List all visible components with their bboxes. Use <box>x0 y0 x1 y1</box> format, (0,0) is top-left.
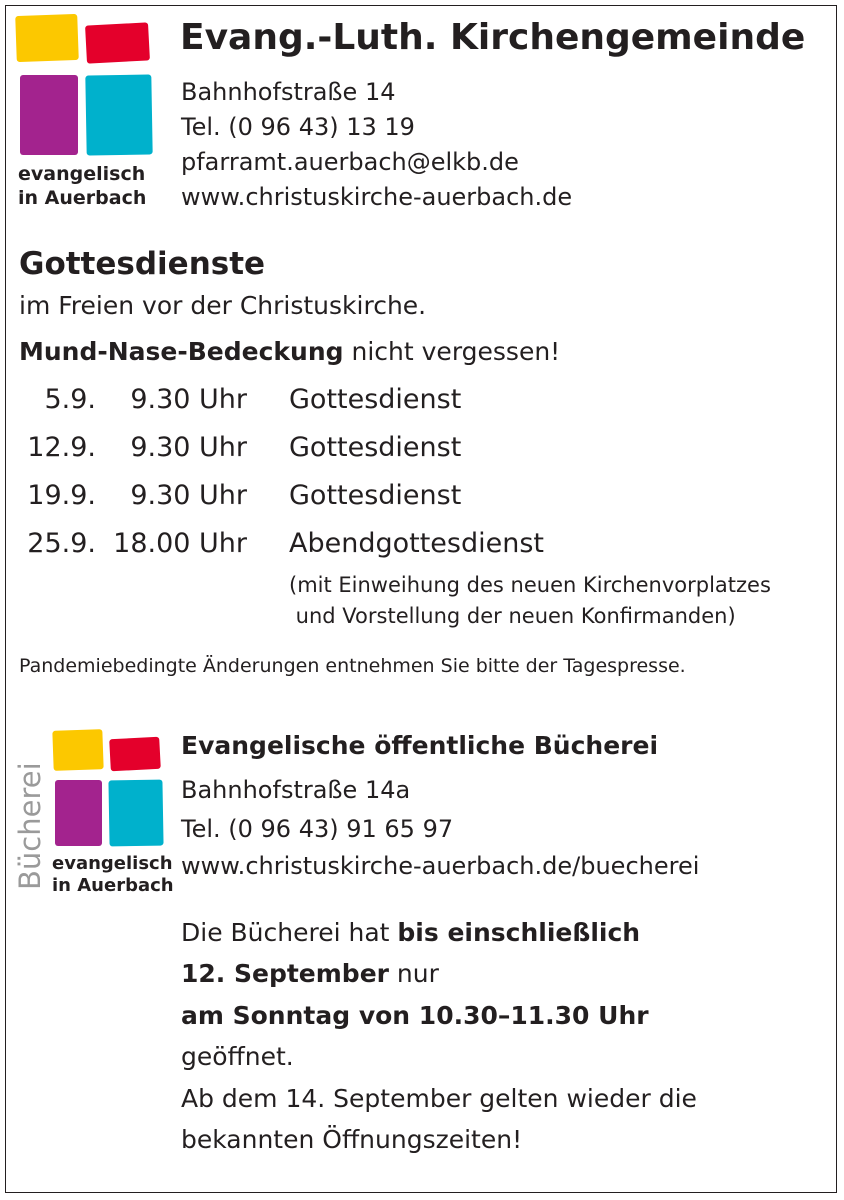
service-time: 18.00 Uhr <box>113 528 247 559</box>
mask-reminder-bold: Mund-Nase-Bedeckung <box>19 337 344 366</box>
logo-purple-square <box>20 75 78 155</box>
service-time: 9.30 Uhr <box>130 432 247 463</box>
library-vertical-label: Bücherei <box>13 762 47 890</box>
pandemic-note: Pandemiebedingte Änderungen entnehmen Sie bitte der Tagespresse. <box>19 655 686 677</box>
logo-cyan-square <box>85 74 152 155</box>
library-title: Evangelische öffentliche Bücherei <box>181 731 659 760</box>
service-time: 9.30 Uhr <box>130 384 247 415</box>
logo-purple-square <box>55 780 102 846</box>
service-date: 5.9. <box>44 384 96 415</box>
service-date: 12.9. <box>27 432 96 463</box>
service-name: Abendgottesdienst <box>289 528 544 559</box>
logo-yellow-square <box>52 729 103 771</box>
library-logo-text-line1: evangelisch <box>52 853 173 874</box>
logo-text-line1: evangelisch <box>18 163 146 185</box>
library-text-line2-b: nur <box>388 959 439 988</box>
logo-red-square <box>109 737 161 772</box>
logo-red-square <box>85 22 150 63</box>
library-text-line1-a: Die Bücherei hat <box>181 918 398 947</box>
library-logo-text-line2: in Auerbach <box>52 875 174 896</box>
mask-reminder-rest: nicht vergessen! <box>343 337 561 366</box>
library-text-line1-b: bis einschließlich <box>397 918 641 947</box>
service-date: 25.9. <box>27 528 96 559</box>
service-note-line1: (mit Einweihung des neuen Kirchenvorplatzes <box>289 573 771 597</box>
service-time: 9.30 Uhr <box>130 480 247 511</box>
church-address: Bahnhofstraße 14 <box>181 78 396 106</box>
services-heading: Gottesdienste <box>19 246 266 282</box>
logo-text-line2: in Auerbach <box>18 187 147 209</box>
service-name: Gottesdienst <box>289 432 462 463</box>
library-address: Bahnhofstraße 14a <box>181 776 411 804</box>
church-title: Evang.-Luth. Kirchengemeinde <box>180 17 806 58</box>
church-phone: Tel. (0 96 43) 13 19 <box>181 113 415 141</box>
service-name: Gottesdienst <box>289 480 462 511</box>
library-phone: Tel. (0 96 43) 91 65 97 <box>181 815 454 843</box>
mask-reminder <box>19 334 560 370</box>
services-location: im Freien vor der Christuskirche. <box>19 291 427 320</box>
church-email: pfarramt.auerbach@elkb.de <box>181 148 519 176</box>
church-website: www.christuskirche-auerbach.de <box>181 183 573 211</box>
library-text-line1 <box>181 915 640 951</box>
service-name: Gottesdienst <box>289 384 462 415</box>
library-text-line2-a: 12. September <box>181 959 389 988</box>
library-hours: am Sonntag von 10.30–11.30 Uhr <box>181 1001 649 1030</box>
library-text-line2 <box>181 956 439 992</box>
service-note-line2: und Vorstellung der neuen Konfirmanden) <box>289 604 736 628</box>
library-text-opened: geöffnet. <box>181 1042 294 1071</box>
service-date: 19.9. <box>27 480 96 511</box>
library-website: www.christuskirche-auerbach.de/buecherei <box>181 852 700 880</box>
library-text-line6: bekannten Öffnungszeiten! <box>181 1125 523 1154</box>
logo-yellow-square <box>15 14 79 62</box>
logo-cyan-square <box>108 780 163 847</box>
library-text-line5: Ab dem 14. September gelten wieder die <box>181 1084 697 1113</box>
